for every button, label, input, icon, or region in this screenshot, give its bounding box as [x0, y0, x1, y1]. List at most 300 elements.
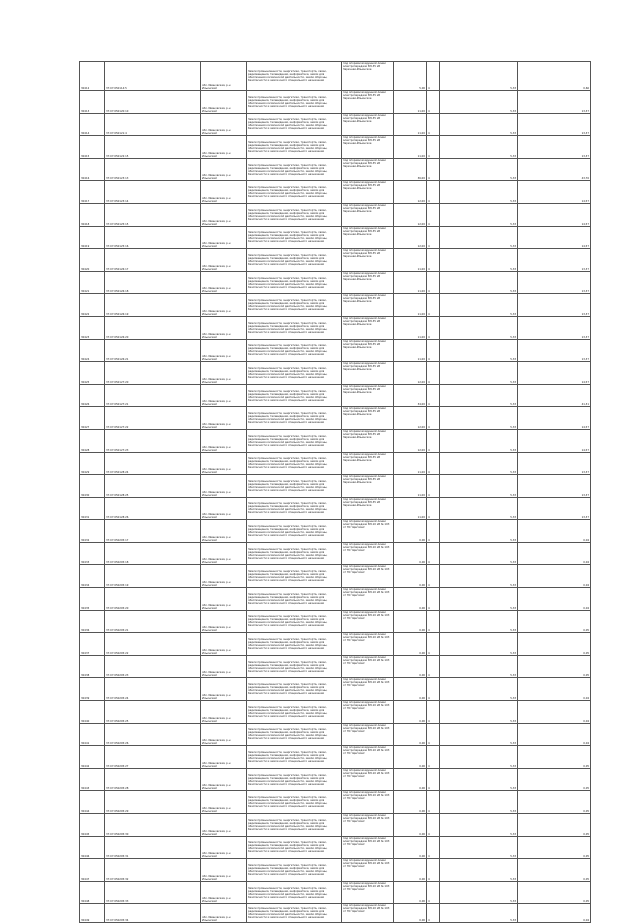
- unit-cell: 4: [427, 565, 440, 588]
- address-cell: обл. Ивановская, р-н Ильинский: [201, 475, 247, 498]
- area-cell: 12,00: [394, 181, 427, 204]
- table-row: [80, 881, 591, 904]
- amount-cell: 41,31: [518, 384, 591, 407]
- address-cell: обл. Ивановская, р-н Ильинский: [201, 62, 247, 91]
- rate-cell: 5,33: [440, 339, 518, 362]
- permitted-use-cell: под опорами воздушной линии электропередачи ВЛ-35 кВ Заречная-Ильинское: [342, 271, 394, 294]
- land-category-cell: Земли промышленности, энергетики, транспорта, связи, радиовещания, телевидения, информатики, земли для обеспечения космической деятельности, земли обороны, безопасности и земли иного специального назначения: [247, 203, 342, 226]
- amount-cell: 0,05: [518, 655, 591, 678]
- table-row: [80, 610, 591, 633]
- cadastral-number-cell: 37:07:050205:19: [105, 565, 201, 588]
- rate-cell: 5,33: [440, 836, 518, 859]
- land-category-cell: Земли промышленности, энергетики, транспорта, связи, радиовещания, телевидения, информатики, земли для обеспечения космической деятельности, земли обороны, безопасности и земли иного специального назначения: [247, 588, 342, 611]
- land-category-cell: Земли промышленности, энергетики, транспорта, связи, радиовещания, телевидения, информатики, земли для обеспечения космической деятельности, земли обороны, безопасности и земли иного специального назначения: [247, 316, 342, 339]
- table-row: [80, 814, 591, 837]
- table-row: [80, 633, 591, 656]
- unit-cell: 4: [427, 791, 440, 814]
- area-cell: 11,00: [394, 294, 427, 317]
- unit-cell: 4: [427, 904, 440, 923]
- rate-cell: 5,33: [440, 475, 518, 498]
- table-body: [80, 62, 591, 923]
- area-cell: 0,00: [394, 723, 427, 746]
- permitted-use-cell: под опорами воздушной линии электропередачи ВЛ-10 кВ № 103 от ПС 'Щеглово': [342, 904, 394, 923]
- cadastral-number-cell: 37:07:050205:26: [105, 723, 201, 746]
- cadastral-number-cell: 37:07:050205:23: [105, 655, 201, 678]
- table-row: [80, 407, 591, 430]
- rate-cell: 5,33: [440, 520, 518, 543]
- amount-cell: 13,37: [518, 249, 591, 272]
- amount-cell: 13,37: [518, 113, 591, 136]
- row-number-cell: 30418: [80, 203, 105, 226]
- address-cell: обл. Ивановская, р-н Ильинский: [201, 136, 247, 159]
- row-number-cell: 30440: [80, 701, 105, 724]
- permitted-use-cell: под опорами воздушной линии электропередачи ВЛ-35 кВ Заречная-Ильинское: [342, 429, 394, 452]
- address-cell: обл. Ивановская, р-н Ильинский: [201, 91, 247, 114]
- unit-cell: 4: [427, 746, 440, 769]
- amount-cell: 13,37: [518, 339, 591, 362]
- land-category-cell: Земли промышленности, энергетики, транспорта, связи, радиовещания, телевидения, информатики, земли для обеспечения космической деятельности, земли обороны, безопасности и земли иного специального назначения: [247, 226, 342, 249]
- unit-cell: 4: [427, 588, 440, 611]
- row-number-cell: 30449: [80, 904, 105, 923]
- permitted-use-cell: под опорами воздушной линии электропередачи ВЛ-35 кВ Заречная-Ильинское: [342, 316, 394, 339]
- amount-cell: 0,66: [518, 62, 591, 91]
- land-plot-table: [79, 61, 591, 923]
- unit-cell: 4: [427, 814, 440, 837]
- rate-cell: 5,33: [440, 746, 518, 769]
- amount-cell: 0,04: [518, 678, 591, 701]
- land-category-cell: Земли промышленности, энергетики, транспорта, связи, радиовещания, телевидения, информатики, земли для обеспечения космической деятельности, земли обороны, безопасности и земли иного специального назначения: [247, 362, 342, 385]
- rate-cell: 5,33: [440, 768, 518, 791]
- amount-cell: 0,05: [518, 768, 591, 791]
- unit-cell: 4: [427, 452, 440, 475]
- cadastral-number-cell: 37:07:050123:14: [105, 181, 201, 204]
- address-cell: обл. Ивановская, р-н Ильинский: [201, 588, 247, 611]
- permitted-use-cell: под опорами воздушной линии электропередачи ВЛ-10 кВ № 103 от ПС 'Щеглово': [342, 633, 394, 656]
- row-number-cell: 30426: [80, 384, 105, 407]
- address-cell: обл. Ивановская, р-н Ильинский: [201, 429, 247, 452]
- cadastral-number-cell: 37:07:050128:26: [105, 497, 201, 520]
- row-number-cell: 30430: [80, 475, 105, 498]
- permitted-use-cell: под опорами воздушной линии электропередачи ВЛ-10 кВ № 103 от ПС 'Щеглово': [342, 678, 394, 701]
- table-row: [80, 904, 591, 923]
- land-category-cell: Земли промышленности, энергетики, транспорта, связи, радиовещания, телевидения, информатики, земли для обеспечения космической деятельности, земли обороны, безопасности и земли иного специального назначения: [247, 407, 342, 430]
- address-cell: обл. Ивановская, р-н Ильинский: [201, 859, 247, 882]
- permitted-use-cell: под опорами воздушной линии электропередачи ВЛ-35 кВ Заречная-Ильинское: [342, 362, 394, 385]
- land-category-cell: Земли промышленности, энергетики, транспорта, связи, радиовещания, телевидения, информатики, земли для обеспечения космической деятельности, земли обороны, безопасности и земли иного специального назначения: [247, 91, 342, 114]
- address-cell: обл. Ивановская, р-н Ильинский: [201, 497, 247, 520]
- rate-cell: 5,33: [440, 881, 518, 904]
- row-number-cell: 30431: [80, 497, 105, 520]
- row-number-cell: 30435: [80, 588, 105, 611]
- rate-cell: 5,33: [440, 362, 518, 385]
- rate-cell: 5,33: [440, 633, 518, 656]
- table-row: [80, 271, 591, 294]
- address-cell: обл. Ивановская, р-н Ильинский: [201, 249, 247, 272]
- permitted-use-cell: под опорами воздушной линии электропередачи ВЛ-35 кВ Заречная-Ильинское: [342, 407, 394, 430]
- address-cell: обл. Ивановская, р-н Ильинский: [201, 362, 247, 385]
- amount-cell: 13,37: [518, 452, 591, 475]
- table-row: [80, 158, 591, 181]
- amount-cell: 43,76: [518, 158, 591, 181]
- cadastral-number-cell: 37:07:050205:30: [105, 814, 201, 837]
- table-row: [80, 678, 591, 701]
- address-cell: обл. Ивановская, р-н Ильинский: [201, 407, 247, 430]
- table-row: [80, 294, 591, 317]
- row-number-cell: 30433: [80, 542, 105, 565]
- area-cell: 0,00: [394, 836, 427, 859]
- rate-cell: 5,33: [440, 565, 518, 588]
- row-number-cell: 30429: [80, 452, 105, 475]
- amount-cell: 0,05: [518, 814, 591, 837]
- land-category-cell: Земли промышленности, энергетики, транспорта, связи, радиовещания, телевидения, информатики, земли для обеспечения космической деятельности, земли обороны, безопасности и земли иного специального назначения: [247, 249, 342, 272]
- land-category-cell: Земли промышленности, энергетики, транспорта, связи, радиовещания, телевидения, информатики, земли для обеспечения космической деятельности, земли обороны, безопасности и земли иного специального назначения: [247, 791, 342, 814]
- cadastral-number-cell: 37:07:050205:25: [105, 701, 201, 724]
- rate-cell: 5,33: [440, 497, 518, 520]
- row-number-cell: 30419: [80, 226, 105, 249]
- amount-cell: 13,37: [518, 497, 591, 520]
- permitted-use-cell: под опорами воздушной линии электропередачи ВЛ-10 кВ № 103 от ПС 'Щеглово': [342, 859, 394, 882]
- amount-cell: 0,04: [518, 904, 591, 923]
- rate-cell: 5,33: [440, 158, 518, 181]
- land-category-cell: Земли промышленности, энергетики, транспорта, связи, радиовещания, телевидения, информатики, земли для обеспечения космической деятельности, земли обороны, безопасности и земли иного специального назначения: [247, 768, 342, 791]
- table-row: [80, 452, 591, 475]
- land-category-cell: Земли промышленности, энергетики, транспорта, связи, радиовещания, телевидения, информатики, земли для обеспечения космической деятельности, земли обороны, безопасности и земли иного специального назначения: [247, 384, 342, 407]
- land-category-cell: Земли промышленности, энергетики, транспорта, связи, радиовещания, телевидения, информатики, земли для обеспечения космической деятельности, земли обороны, безопасности и земли иного специального назначения: [247, 678, 342, 701]
- cadastral-number-cell: 37:07:050126:19: [105, 294, 201, 317]
- permitted-use-cell: под опорами воздушной линии электропередачи ВЛ-10 кВ № 103 от ПС 'Щеглово': [342, 655, 394, 678]
- permitted-use-cell: под опорами воздушной линии электропередачи ВЛ-10 кВ № 103 от ПС 'Щеглово': [342, 723, 394, 746]
- cadastral-number-cell: 37:07:050127:21: [105, 384, 201, 407]
- area-cell: 11,00: [394, 497, 427, 520]
- address-cell: обл. Ивановская, р-н Ильинский: [201, 452, 247, 475]
- permitted-use-cell: под опорами воздушной линии электропередачи ВЛ-35 кВ Заречная-Ильинское: [342, 497, 394, 520]
- area-cell: 11,00: [394, 136, 427, 159]
- land-category-cell: Земли промышленности, энергетики, транспорта, связи, радиовещания, телевидения, информатики, земли для обеспечения космической деятельности, земли обороны, безопасности и земли иного специального назначения: [247, 633, 342, 656]
- cadastral-number-cell: 37:07:050205:32: [105, 859, 201, 882]
- unit-cell: 4: [427, 520, 440, 543]
- address-cell: обл. Ивановская, р-н Ильинский: [201, 701, 247, 724]
- amount-cell: 14,57: [518, 429, 591, 452]
- permitted-use-cell: под опорами воздушной линии электропередачи ВЛ-35 кВ Заречная-Ильинское: [342, 475, 394, 498]
- cadastral-number-cell: 37:07:050126:17: [105, 249, 201, 272]
- rate-cell: 5,33: [440, 271, 518, 294]
- row-number-cell: 30447: [80, 859, 105, 882]
- cadastral-number-cell: 37:07:050127:22: [105, 407, 201, 430]
- address-cell: обл. Ивановская, р-н Ильинский: [201, 814, 247, 837]
- unit-cell: 4: [427, 859, 440, 882]
- table-row: [80, 62, 591, 91]
- row-number-cell: 30448: [80, 881, 105, 904]
- unit-cell: 4: [427, 881, 440, 904]
- row-number-cell: 30423: [80, 316, 105, 339]
- amount-cell: 13,37: [518, 294, 591, 317]
- rate-cell: 5,33: [440, 113, 518, 136]
- row-number-cell: 30421: [80, 271, 105, 294]
- address-cell: обл. Ивановская, р-н Ильинский: [201, 881, 247, 904]
- amount-cell: 0,05: [518, 859, 591, 882]
- table-row: [80, 91, 591, 114]
- table-row: [80, 203, 591, 226]
- table-row: [80, 181, 591, 204]
- amount-cell: 0,05: [518, 633, 591, 656]
- area-cell: 12,00: [394, 362, 427, 385]
- area-cell: 0,00: [394, 814, 427, 837]
- rate-cell: 5,33: [440, 452, 518, 475]
- land-category-cell: Земли промышленности, энергетики, транспорта, связи, радиовещания, телевидения, информатики, земли для обеспечения космической деятельности, земли обороны, безопасности и земли иного специального назначения: [247, 181, 342, 204]
- permitted-use-cell: под опорами воздушной линии электропередачи ВЛ-35 кВ Заречная-Ильинское: [342, 249, 394, 272]
- row-number-cell: 30434: [80, 565, 105, 588]
- unit-cell: 4: [427, 655, 440, 678]
- row-number-cell: 30437: [80, 633, 105, 656]
- rate-cell: 5,33: [440, 384, 518, 407]
- cadastral-number-cell: 37:07:050120:10: [105, 91, 201, 114]
- table-row: [80, 226, 591, 249]
- permitted-use-cell: под опорами воздушной линии электропередачи ВЛ-35 кВ Заречная-Ильинское: [342, 384, 394, 407]
- amount-cell: 13,37: [518, 136, 591, 159]
- permitted-use-cell: под опорами воздушной линии электропередачи ВЛ-35 кВ Заречная-Ильинское: [342, 181, 394, 204]
- address-cell: обл. Ивановская, р-н Ильинский: [201, 678, 247, 701]
- land-category-cell: Земли промышленности, энергетики, транспорта, связи, радиовещания, телевидения, информатики, земли для обеспечения космической деятельности, земли обороны, безопасности и земли иного специального назначения: [247, 520, 342, 543]
- rate-cell: 5,33: [440, 316, 518, 339]
- unit-cell: 4: [427, 91, 440, 114]
- cadastral-number-cell: 37:07:050205:22: [105, 633, 201, 656]
- cadastral-number-cell: 37:07:050205:28: [105, 768, 201, 791]
- unit-cell: 4: [427, 249, 440, 272]
- address-cell: обл. Ивановская, р-н Ильинский: [201, 565, 247, 588]
- table-row: [80, 768, 591, 791]
- land-category-cell: Земли промышленности, энергетики, транспорта, связи, радиовещания, телевидения, информатики, земли для обеспечения космической деятельности, земли обороны, безопасности и земли иного специального назначения: [247, 655, 342, 678]
- unit-cell: 4: [427, 294, 440, 317]
- table-row: [80, 475, 591, 498]
- cadastral-number-cell: 37:07:050125:15: [105, 203, 201, 226]
- row-number-cell: 30442: [80, 746, 105, 769]
- unit-cell: 4: [427, 429, 440, 452]
- cadastral-number-cell: 37:07:050205:21: [105, 610, 201, 633]
- amount-cell: 0,04: [518, 588, 591, 611]
- address-cell: обл. Ивановская, р-н Ильинский: [201, 203, 247, 226]
- permitted-use-cell: под опорами воздушной линии электропередачи ВЛ-35 кВ Заречная-Ильинское: [342, 158, 394, 181]
- area-cell: 11,00: [394, 91, 427, 114]
- cadastral-number-cell: 37:07:050128:25: [105, 475, 201, 498]
- address-cell: обл. Ивановская, р-н Ильинский: [201, 768, 247, 791]
- row-number-cell: 30420: [80, 249, 105, 272]
- address-cell: обл. Ивановская, р-н Ильинский: [201, 158, 247, 181]
- table-row: [80, 746, 591, 769]
- address-cell: обл. Ивановская, р-н Ильинский: [201, 904, 247, 923]
- rate-cell: 5,33: [440, 407, 518, 430]
- area-cell: 0,00: [394, 881, 427, 904]
- rate-cell: 5,33: [440, 62, 518, 91]
- unit-cell: 4: [427, 542, 440, 565]
- land-category-cell: Земли промышленности, энергетики, транспорта, связи, радиовещания, телевидения, информатики, земли для обеспечения космической деятельности, земли обороны, безопасности и земли иного специального назначения: [247, 881, 342, 904]
- area-cell: 5,00: [394, 62, 427, 91]
- amount-cell: 0,04: [518, 723, 591, 746]
- land-category-cell: Земли промышленности, энергетики, транспорта, связи, радиовещания, телевидения, информатики, земли для обеспечения космической деятельности, земли обороны, безопасности и земли иного специального назначения: [247, 339, 342, 362]
- cadastral-number-cell: 37:07:050122:15: [105, 136, 201, 159]
- cadastral-number-cell: 37:07:050127:20: [105, 362, 201, 385]
- permitted-use-cell: под опорами воздушной линии электропередачи ВЛ-10 кВ № 103 от ПС 'Щеглово': [342, 814, 394, 837]
- table-row: [80, 859, 591, 882]
- row-number-cell: 30445: [80, 814, 105, 837]
- area-cell: 12,00: [394, 226, 427, 249]
- amount-cell: 13,37: [518, 475, 591, 498]
- area-cell: 11,00: [394, 249, 427, 272]
- address-cell: обл. Ивановская, р-н Ильинский: [201, 633, 247, 656]
- table-row: [80, 791, 591, 814]
- amount-cell: 0,05: [518, 746, 591, 769]
- unit-cell: 4: [427, 62, 440, 91]
- address-cell: обл. Ивановская, р-н Ильинский: [201, 294, 247, 317]
- area-cell: 11,00: [394, 113, 427, 136]
- cadastral-number-cell: 37:07:050125:16: [105, 226, 201, 249]
- row-number-cell: 30443: [80, 768, 105, 791]
- land-category-cell: Земли промышленности, энергетики, транспорта, связи, радиовещания, телевидения, информатики, земли для обеспечения космической деятельности, земли обороны, безопасности и земли иного специального назначения: [247, 542, 342, 565]
- address-cell: обл. Ивановская, р-н Ильинский: [201, 520, 247, 543]
- row-number-cell: 30424: [80, 339, 105, 362]
- rate-cell: 5,33: [440, 588, 518, 611]
- row-number-cell: 30436: [80, 610, 105, 633]
- row-number-cell: 30441: [80, 723, 105, 746]
- area-cell: 0,00: [394, 633, 427, 656]
- permitted-use-cell: под опорами воздушной линии электропередачи ВЛ-35 кВ Заречная-Ильинское: [342, 339, 394, 362]
- area-cell: 0,00: [394, 768, 427, 791]
- address-cell: обл. Ивановская, р-н Ильинский: [201, 836, 247, 859]
- area-cell: 36,00: [394, 158, 427, 181]
- address-cell: обл. Ивановская, р-н Ильинский: [201, 113, 247, 136]
- unit-cell: 4: [427, 226, 440, 249]
- table-row: [80, 249, 591, 272]
- land-category-cell: Земли промышленности, энергетики, транспорта, связи, радиовещания, телевидения, информатики, земли для обеспечения космической деятельности, земли обороны, безопасности и земли иного специального назначения: [247, 814, 342, 837]
- permitted-use-cell: под опорами воздушной линии электропередачи ВЛ-10 кВ № 103 от ПС 'Щеглово': [342, 565, 394, 588]
- cadastral-number-cell: 37:07:050205:31: [105, 836, 201, 859]
- permitted-use-cell: под опорами воздушной линии электропередачи ВЛ-10 кВ № 103 от ПС 'Щеглово': [342, 746, 394, 769]
- cadastral-number-cell: 37:07:050205:17: [105, 520, 201, 543]
- permitted-use-cell: под опорами воздушной линии электропередачи ВЛ-10 кВ № 103 от ПС 'Щеглово': [342, 836, 394, 859]
- table-row: [80, 429, 591, 452]
- rate-cell: 5,33: [440, 904, 518, 923]
- land-category-cell: Земли промышленности, энергетики, транспорта, связи, радиовещания, телевидения, информатики, земли для обеспечения космической деятельности, земли обороны, безопасности и земли иного специального назначения: [247, 429, 342, 452]
- table-row: [80, 113, 591, 136]
- area-cell: 0,00: [394, 746, 427, 769]
- row-number-cell: 30415: [80, 136, 105, 159]
- amount-cell: 14,57: [518, 407, 591, 430]
- land-category-cell: Земли промышленности, энергетики, транспорта, связи, радиовещания, телевидения, информатики, земли для обеспечения космической деятельности, земли обороны, безопасности и земли иного специального назначения: [247, 610, 342, 633]
- permitted-use-cell: под опорами воздушной линии электропередачи ВЛ-35 кВ Заречная-Ильинское: [342, 294, 394, 317]
- area-cell: 0,00: [394, 655, 427, 678]
- amount-cell: 0,04: [518, 542, 591, 565]
- address-cell: обл. Ивановская, р-н Ильинский: [201, 610, 247, 633]
- area-cell: 11,00: [394, 475, 427, 498]
- cadastral-number-cell: 37:07:050205:34: [105, 904, 201, 923]
- address-cell: обл. Ивановская, р-н Ильинский: [201, 655, 247, 678]
- cadastral-number-cell: 37:07:050205:29: [105, 791, 201, 814]
- address-cell: обл. Ивановская, р-н Ильинский: [201, 181, 247, 204]
- rate-cell: 5,33: [440, 181, 518, 204]
- permitted-use-cell: под опорами воздушной линии электропередачи ВЛ-10 кВ № 103 от ПС 'Щеглово': [342, 610, 394, 633]
- amount-cell: 14,57: [518, 226, 591, 249]
- rate-cell: 5,33: [440, 294, 518, 317]
- land-category-cell: Земли промышленности, энергетики, транспорта, связи, радиовещания, телевидения, информатики, земли для обеспечения космической деятельности, земли обороны, безопасности и земли иного специального назначения: [247, 723, 342, 746]
- cadastral-number-cell: 37:07:050205:24: [105, 678, 201, 701]
- table-row: [80, 497, 591, 520]
- rate-cell: 5,33: [440, 723, 518, 746]
- cadastral-number-cell: 37:07:050205:18: [105, 542, 201, 565]
- address-cell: обл. Ивановская, р-н Ильинский: [201, 746, 247, 769]
- table-row: [80, 520, 591, 543]
- land-category-cell: Земли промышленности, энергетики, транспорта, связи, радиовещания, телевидения, информатики, земли для обеспечения космической деятельности, земли обороны, безопасности и земли иного специального назначения: [247, 271, 342, 294]
- rate-cell: 5,33: [440, 542, 518, 565]
- row-number-cell: 30439: [80, 678, 105, 701]
- permitted-use-cell: под опорами воздушной линии электропередачи ВЛ-10 кВ № 103 от ПС 'Щеглово': [342, 588, 394, 611]
- cadastral-number-cell: 37:07:050128:24: [105, 452, 201, 475]
- amount-cell: 0,04: [518, 565, 591, 588]
- row-number-cell: 30412: [80, 62, 105, 91]
- rate-cell: 5,33: [440, 429, 518, 452]
- permitted-use-cell: под опорами воздушной линии электропередачи ВЛ-35 кВ Заречная-Ильинское: [342, 62, 394, 91]
- land-category-cell: Земли промышленности, энергетики, транспорта, связи, радиовещания, телевидения, информатики, земли для обеспечения космической деятельности, земли обороны, безопасности и земли иного специального назначения: [247, 136, 342, 159]
- area-cell: 12,00: [394, 203, 427, 226]
- row-number-cell: 30446: [80, 836, 105, 859]
- address-cell: обл. Ивановская, р-н Ильинский: [201, 791, 247, 814]
- area-cell: 0,00: [394, 610, 427, 633]
- unit-cell: 4: [427, 475, 440, 498]
- permitted-use-cell: под опорами воздушной линии электропередачи ВЛ-35 кВ Заречная-Ильинское: [342, 113, 394, 136]
- unit-cell: 4: [427, 181, 440, 204]
- land-category-cell: Земли промышленности, энергетики, транспорта, связи, радиовещания, телевидения, информатики, земли для обеспечения космической деятельности, земли обороны, безопасности и земли иного специального назначения: [247, 62, 342, 91]
- address-cell: обл. Ивановская, р-н Ильинский: [201, 384, 247, 407]
- amount-cell: 14,57: [518, 203, 591, 226]
- area-cell: 0,00: [394, 678, 427, 701]
- land-category-cell: Земли промышленности, энергетики, транспорта, связи, радиовещания, телевидения, информатики, земли для обеспечения космической деятельности, земли обороны, безопасности и земли иного специального назначения: [247, 746, 342, 769]
- table-row: [80, 136, 591, 159]
- cadastral-number-cell: 37:07:050126:18: [105, 271, 201, 294]
- row-number-cell: 30428: [80, 429, 105, 452]
- row-number-cell: 30427: [80, 407, 105, 430]
- rate-cell: 5,33: [440, 655, 518, 678]
- area-cell: 34,00: [394, 384, 427, 407]
- table-row: [80, 836, 591, 859]
- unit-cell: 4: [427, 678, 440, 701]
- table-row: [80, 542, 591, 565]
- table-row: [80, 316, 591, 339]
- permitted-use-cell: под опорами воздушной линии электропередачи ВЛ-35 кВ Заречная-Ильинское: [342, 226, 394, 249]
- amount-cell: 0,05: [518, 836, 591, 859]
- permitted-use-cell: под опорами воздушной линии электропередачи ВЛ-35 кВ Заречная-Ильинское: [342, 91, 394, 114]
- unit-cell: 4: [427, 497, 440, 520]
- unit-cell: 4: [427, 768, 440, 791]
- permitted-use-cell: под опорами воздушной линии электропередачи ВЛ-35 кВ Заречная-Ильинское: [342, 136, 394, 159]
- address-cell: обл. Ивановская, р-н Ильинский: [201, 339, 247, 362]
- rate-cell: 5,33: [440, 701, 518, 724]
- rate-cell: 5,33: [440, 136, 518, 159]
- unit-cell: 4: [427, 271, 440, 294]
- rate-cell: 5,33: [440, 203, 518, 226]
- amount-cell: 14,57: [518, 181, 591, 204]
- area-cell: 0,00: [394, 520, 427, 543]
- unit-cell: 4: [427, 158, 440, 181]
- rate-cell: 5,33: [440, 791, 518, 814]
- cadastral-number-cell: 37:07:050205:33: [105, 881, 201, 904]
- unit-cell: 4: [427, 203, 440, 226]
- cadastral-number-cell: 37:07:050123:13: [105, 158, 201, 181]
- area-cell: 11,00: [394, 339, 427, 362]
- row-number-cell: 30444: [80, 791, 105, 814]
- cadastral-number-cell: 37:07:050126:21: [105, 339, 201, 362]
- table-row: [80, 723, 591, 746]
- amount-cell: 0,05: [518, 791, 591, 814]
- row-number-cell: 30432: [80, 520, 105, 543]
- cadastral-number-cell: 37:07:050126:20: [105, 316, 201, 339]
